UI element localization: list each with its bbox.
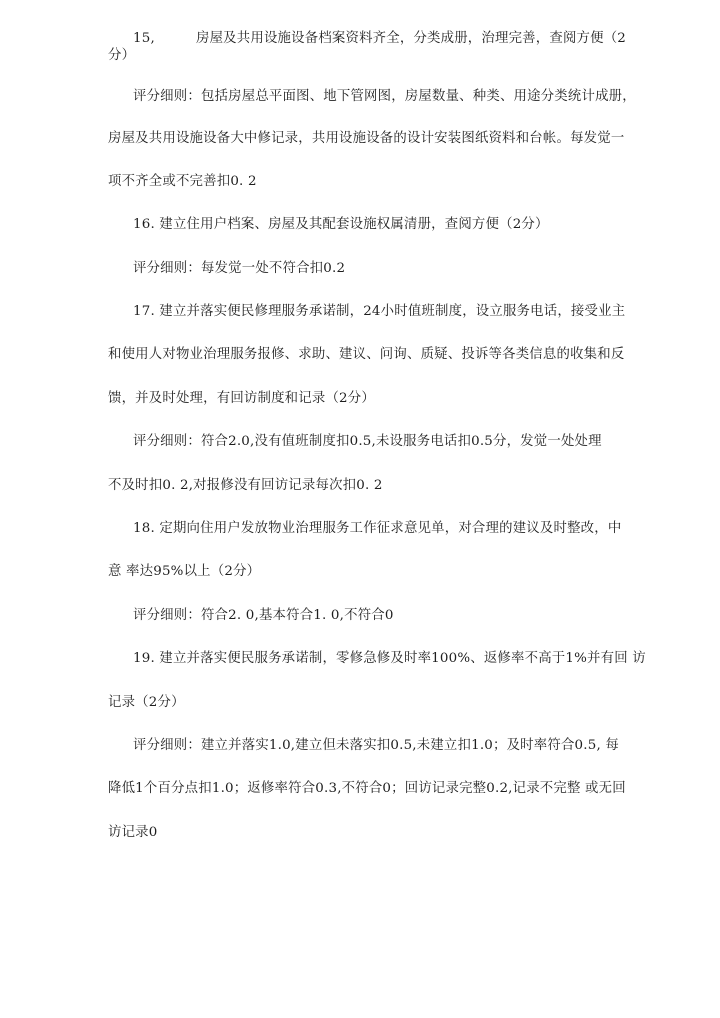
item-19-line-1: 19. 建立并落实便民服务承诺制，零修急修及时率100%、返修率不高于1%并有回 访 [133, 651, 646, 666]
item-17-rule-line-2: 不及时扣0. 2,对报修没有回访记录每次扣0. 2 [108, 478, 383, 493]
item-18-line-2: 意 率达95%以上（2分） [108, 564, 261, 579]
item-15-line-2: 分） [108, 48, 136, 63]
item-18-rule-line-1: 评分细则：符合2. 0,基本符合1. 0,不符合0 [133, 608, 394, 623]
item-16-line-1: 16. 建立住用户档案、房屋及其配套设施权属清册，查阅方便（2分） [133, 217, 549, 232]
item-19-rule-line-2: 降低1个百分点扣1.0；返修率符合0.3,不符合0；回访记录完整0.2,记录不完整 或无回 [108, 781, 626, 796]
item-18-line-1: 18. 定期向住用户发放物业治理服务工作征求意见单，对合理的建议及时整改，中 [133, 521, 622, 536]
item-19-line-2: 记录（2分） [108, 695, 185, 710]
item-16-rule-line-1: 评分细则：每发觉一处不符合扣0.2 [133, 261, 346, 276]
item-15-rule-line-1: 评分细则：包括房屋总平面图、地下管网图，房屋数量、种类、用途分类统计成册， [133, 89, 636, 104]
item-19-rule-line-1: 评分细则：建立并落实1.0,建立但未落实扣0.5,未建立扣1.0；及时率符合0.5, 每 [133, 738, 619, 753]
item-19-rule-line-3: 访记录0 [108, 825, 158, 840]
item-17-line-1: 17. 建立并落实便民修理服务承诺制，24小时值班制度，设立服务电话，接受业主 [133, 304, 626, 319]
item-17-rule-line-1: 评分细则：符合2.0,没有值班制度扣0.5,未设服务电话扣0.5分，发觉一处处理 [133, 434, 602, 449]
item-15-rule-line-3: 项不齐全或不完善扣0. 2 [108, 174, 257, 189]
item-15-number: 15, [133, 31, 155, 46]
item-17-line-2: 和使用人对物业治理服务报修、求助、建议、问询、质疑、投诉等各类信息的收集和反 [108, 347, 625, 362]
item-15-line-1: 房屋及共用设施设备档案资料齐全，分类成册，治理完善，查阅方便（2 [196, 31, 627, 46]
item-17-line-3: 馈，并及时处理，有回访制度和记录（2分） [108, 391, 375, 406]
item-15-rule-line-2: 房屋及共用设施设备大中修记录，共用设施设备的设计安装图纸资料和台帐。每发觉一 [108, 131, 625, 146]
